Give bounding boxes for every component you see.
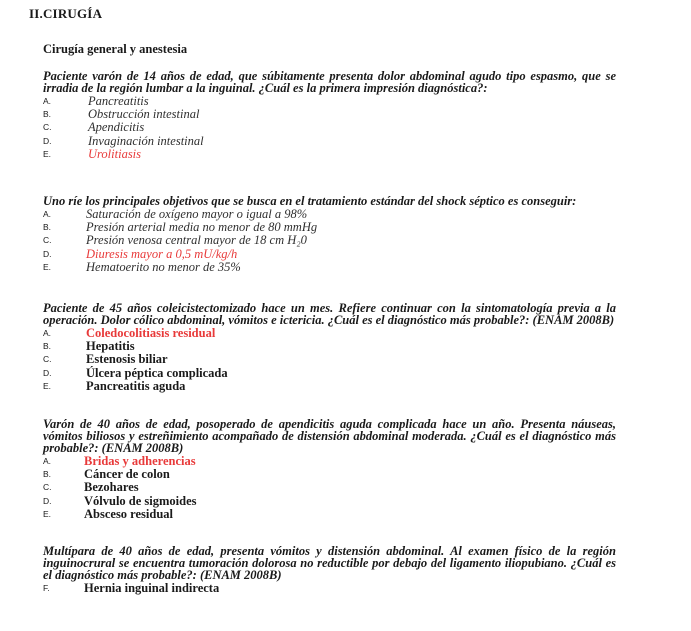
section-title: II.CIRUGÍA (29, 6, 103, 21)
option-list (43, 327, 616, 393)
option-text: Vólvulo de sigmoides (84, 493, 197, 508)
question-stem: Varón de 40 años de edad, posoperado de apendicitis aguda complicada hace un año. Presenta náuseas, vómitos biliosos y estreñimiento acompañado de distensión abdominal moderada. ¿Cuál es el diagnóstico más probable?: (ENAM 2008B) (43, 417, 616, 455)
option-letter: F. (43, 583, 50, 593)
option-letter: B. (43, 109, 52, 120)
option-text: Obstrucción intestinal (88, 107, 200, 122)
option-letter: E. (43, 148, 52, 159)
option-text: Bridas y adherencias (84, 454, 196, 468)
option-letter: C. (43, 354, 52, 365)
option (43, 367, 616, 380)
question-stem: Multípara de 40 años de edad, presenta vómitos y distensión abdominal. Al examen físico de la región inguinocrural se encuentra tumoración dolorosa no reductible por debajo del ligamento iliopubiano. ¿Cuál es el diagnóstico más probable?: (ENAM 2008B) (43, 544, 616, 582)
option (43, 234, 616, 247)
question-stem: Paciente varón de 14 años de edad, que súbitamente presenta dolor abdominal agudo tipo espasmo, que se irradia de la región lumbar a la inguinal. ¿Cuál es la primera impresión diagnóstica?: (43, 69, 616, 95)
option-letter: D. (43, 495, 52, 506)
option (43, 508, 616, 521)
option-letter: A. (43, 456, 52, 466)
option-text: Estenosis biliar (86, 352, 168, 367)
option-letter: A. (43, 209, 52, 219)
option-letter: A. (43, 328, 52, 338)
option (43, 135, 616, 148)
option-text: Absceso residual (84, 506, 174, 521)
option-text: Urolitiasis (88, 146, 142, 161)
question-stem: Paciente de 45 años coleicistectomizado hace un mes. Refiere continuar con la sintomatología previa a la operación. Dolor cólico abdominal, vómitos e ictericia. ¿Cuál es el diagnóstico más probable?: (ENAM 2008B) (43, 301, 616, 327)
option-letter: D. (43, 135, 52, 146)
option-text: Hernia inguinal indirecta (84, 581, 220, 595)
option-text: Invaginación intestinal (88, 133, 204, 148)
option-text: Apendicitis (88, 120, 145, 135)
question-3 (43, 302, 616, 393)
option-letter: C. (43, 235, 52, 246)
option (43, 261, 616, 274)
option-letter: E. (43, 261, 52, 272)
option (43, 481, 616, 494)
option (43, 121, 616, 134)
option-letter: A. (43, 96, 52, 106)
option-letter: D. (43, 248, 52, 259)
option-list (43, 208, 616, 274)
option-letter: E. (43, 380, 52, 391)
option-text: Cáncer de colon (84, 467, 170, 482)
option-text: Úlcera péptica complicada (86, 365, 228, 380)
option (43, 495, 616, 508)
option-text: Diuresis mayor a 0,5 mU/kg/h (86, 246, 238, 261)
question-5 (43, 545, 616, 595)
option-list (43, 582, 616, 595)
option-text: Hematoerito no menor de 35% (86, 259, 241, 274)
option-correct (43, 248, 616, 261)
option-text: Bezohares (84, 480, 139, 495)
option (43, 380, 616, 393)
option-letter: C. (43, 482, 52, 493)
option-text: Presión arterial media no menor de 80 mmHg (86, 220, 318, 235)
option (43, 353, 616, 366)
option-text: Pancreatitis aguda (86, 378, 186, 393)
question-1 (43, 70, 616, 161)
option-letter: B. (43, 222, 52, 233)
option-letter: B. (43, 469, 52, 480)
option-letter: D. (43, 367, 52, 378)
option-letter: E. (43, 508, 52, 519)
option-letter: C. (43, 122, 52, 133)
option-correct (43, 148, 616, 161)
question-2 (43, 195, 616, 274)
subsection-title: Cirugía general y anestesia (43, 42, 188, 56)
option (43, 582, 616, 595)
option-list (43, 455, 616, 521)
question-4 (43, 418, 616, 521)
option-text: Pancreatitis (88, 94, 149, 108)
option-text: Presión venosa central mayor de 18 cm H₂0 (86, 233, 307, 248)
option-list (43, 95, 616, 161)
option-text: Hepatitis (86, 339, 135, 354)
question-stem: Uno ríe los principales objetivos que se busca en el tratamiento estándar del shock séptico es conseguir: (43, 194, 577, 208)
option-text: Coledocolitiasis residual (86, 326, 216, 340)
option-text: Saturación de oxígeno mayor o igual a 98% (86, 207, 308, 221)
option-letter: B. (43, 341, 52, 352)
